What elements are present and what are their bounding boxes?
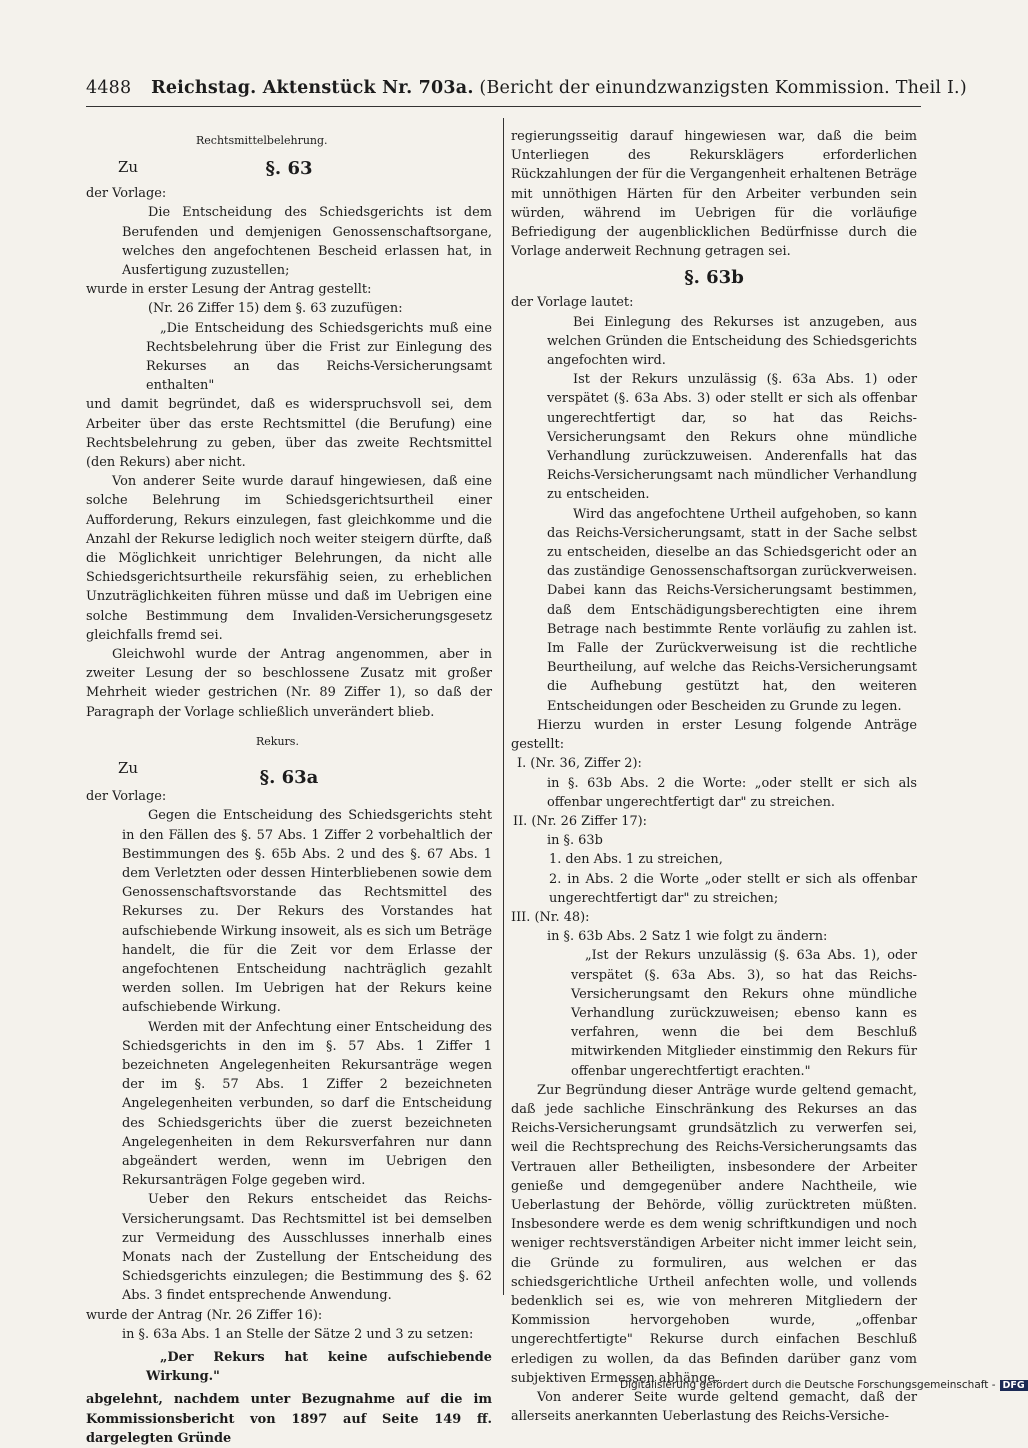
document-title: Reichstag. Aktenstück Nr. 703a. bbox=[151, 78, 474, 98]
text-line: (Nr. 26 Ziffer 15) dem §. 63 zuzufügen: bbox=[148, 301, 403, 317]
text-line: in §. 63b Abs. 2 Satz 1 wie folgt zu ändern: bbox=[547, 929, 828, 945]
quote-block: „Ist der Rekurs unzulässig (§. 63a Abs. 1), oder verspätet (§. 63a Abs. 3), so hat das Reichs-Versicherungsamt den Rekurs ohne mündliche Verhandlung zurückzuweisen; ebenso kann es verfahren, wenn die bei dem Beschluß mitwirkenden Mitglieder einstimmig den Rekurs für offenbar ungerechtfertigt erachten." bbox=[571, 948, 917, 1079]
paragraph-heading: §. 63 bbox=[265, 158, 313, 180]
text-block: Ist der Rekurs unzulässig (§. 63a Abs. 1) oder verspätet (§. 63a Abs. 3) oder stellt er sich als offenbar ungerechtfertigt dar, so hat das Reichs-Versicherungsamt den Rekurs ohne mündliche Verhandlung zurückzuweisen. Anderenfalls hat das Reichs-Versicherungsamt nach mündlicher Verhandlung zu entscheiden. bbox=[547, 372, 917, 503]
text-block: Zur Begründung dieser Anträge wurde geltend gemacht, daß jede sachliche Einschränkung des Rekurses an das Reichs-Versicherungsamt grundsätzlich zu verwerfen sei, weil die Rechtsprechung des Reichs-Versicherungsamts das Vertrauen aller Betheiligten, insbesondere der Arbeiter genieße und demgegenüber andere Nachtheile, wie Ueberlastung der Behörde, völlig zurücktreten müßten. Insbesondere werde es dem wenig schriftkundigen und noch weniger rechtsverständigen Arbeiter nicht immer leicht sein, die Gründe zu formuliren, aus welchen er das schiedsgerichtliche Urtheil anfechten wolle, und vollends bedenklich sei es, wie von mehreren Mitgliedern der Kommission hervorgehoben wurde, „offenbar ungerechtfertigte" Rekurse durch einfachen Beschluß erledigen zu wollen, da das Befinden darüber ganz vom subjektiven Ermessen abhänge. bbox=[511, 1082, 917, 1386]
motion-label: II. (Nr. 26 Ziffer 17): bbox=[513, 813, 648, 829]
digitization-credit bbox=[620, 1379, 1025, 1391]
motion-label: III. (Nr. 48): bbox=[511, 909, 590, 925]
text-block: Hierzu wurden in erster Lesung folgende Anträge gestellt: bbox=[511, 717, 917, 753]
text-line: der Vorlage: bbox=[86, 186, 167, 202]
text-block: Bei Einlegung des Rekurses ist anzugeben, aus welchen Gründen die Entscheidung des Schiedsgerichts angefochten wird. bbox=[547, 314, 917, 369]
right-column bbox=[511, 127, 917, 1426]
list-item: 1. den Abs. 1 zu streichen, bbox=[549, 852, 723, 868]
text-block: Werden mit der Anfechtung einer Entscheidung des Schiedsgerichts in den im §. 57 Abs. 1 Ziffer 1 bezeichneten Angelegenheiten Rekursanträge wegen der im §. 57 Abs. 1 Ziffer 2 bezeichneten Angelegenheiten verbunden, so darf die Entscheidung des Schiedsgerichts über die zuerst bezeichneten Angelegenheiten in dem Rekursverfahren nur dann abgeändert werden, wenn im Uebrigen den Rekursanträgen Folge gegeben wird. bbox=[122, 1019, 492, 1189]
text-line: der Vorlage: bbox=[86, 789, 167, 805]
column-divider bbox=[503, 118, 504, 1295]
text-block: Ueber den Rekurs entscheidet das Reichs-Versicherungsamt. Das Rechtsmittel ist bei demselben zur Vermeidung des Ausschlusses innerhalb eines Monats nach der Zustellung der Entscheidung des Schiedsgerichts einzulegen; die Bestimmung des §. 62 Abs. 3 findet entsprechende Anwendung. bbox=[122, 1192, 492, 1304]
text-line: in §. 63b bbox=[547, 833, 603, 849]
header-rule bbox=[86, 106, 921, 107]
document-subtitle: (Bericht der einundzwanzigsten Kommission. Theil I.) bbox=[479, 78, 967, 98]
zu-label: Zu bbox=[118, 759, 139, 778]
text-block: Die Entscheidung des Schiedsgerichts ist dem Berufenden und demjenigen Genossenschaftsorgane, welches den angefochtenen Bescheid erlassen hat, in Ausfertigung zuzustellen; bbox=[122, 205, 492, 279]
text-line: in §. 63a Abs. 1 an Stelle der Sätze 2 und 3 zu setzen: bbox=[122, 1326, 474, 1342]
text-block: regierungsseitig darauf hingewiesen war, daß die beim Unterliegen des Rekursklägers erforderlichen Rückzahlungen der für die Vergangenheit erhaltenen Beträge mit unnöthigen Härten für den Arbeiter verbunden sein würden, während im Uebrigen für die vorläufige Befriedigung der augenblicklichen Bedürfnisse durch die Vorlage anderweit Rechnung getragen sei. bbox=[511, 129, 917, 260]
text-line: wurde in erster Lesung der Antrag gestellt: bbox=[86, 282, 372, 298]
text-line: der Vorlage lautet: bbox=[511, 295, 634, 311]
text-block: Wird das angefochtene Urtheil aufgehoben, so kann das Reichs-Versicherungsamt, statt in der Sache selbst zu entscheiden, dieselbe an das Schiedsgericht oder an das zuständige Genossenschaftsorgan zurückverweisen. Dabei kann das Reichs-Versicherungsamt bestimmen, daß dem Entschädigungsberechtigten eine ihrem Betrage nach bestimmte Rente vorläufig zu zahlen ist. Im Falle der Zurückverweisung ist die rechtliche Beurtheilung, auf welche das Reichs-Versicherungsamt die Aufhebung gestützt hat, den weiteren Entscheidungen oder Bescheiden zu Grunde zu legen. bbox=[547, 506, 917, 714]
page-number: 4488 bbox=[86, 78, 132, 98]
section-heading: Rekurs. bbox=[256, 734, 299, 748]
section-heading: Rechtsmittelbelehrung. bbox=[196, 134, 328, 147]
text-block: Von anderer Seite wurde darauf hingewiesen, daß eine solche Belehrung im Schiedsgerichtsurtheil einer Aufforderung, Rekurs einzulegen, fast gleichkomme und die Anzahl der Rekurse lediglich noch weiter steigern dürfte, daß die Möglichkeit unrichtiger Belehrungen, da nicht alle Schiedsgerichtsurtheile rekursfähig seien, zu erheblichen Unzuträglichkeiten führen müsse und daß im Uebrigen eine solche Bestimmung dem Invaliden-Versicherungsgesetz gleichfalls fremd sei. bbox=[86, 474, 492, 643]
paragraph-heading: §. 63b bbox=[684, 267, 744, 289]
paragraph-heading: §. 63a bbox=[259, 767, 319, 789]
text-line: wurde der Antrag (Nr. 26 Ziffer 16): bbox=[86, 1307, 323, 1323]
zu-label: Zu bbox=[118, 158, 139, 177]
quote-line: „Der Rekurs hat keine aufschiebende Wirkung." bbox=[146, 1349, 492, 1385]
credit-text: Digitalisierung gefördert durch die Deutsche Forschungsgemeinschaft - bbox=[620, 1379, 996, 1391]
text-block: Von anderer Seite wurde geltend gemacht, daß der allerseits anerkannten Ueberlastung des Reichs-Versiche- bbox=[511, 1390, 917, 1425]
motion-label: I. (Nr. 36, Ziffer 2): bbox=[517, 756, 642, 772]
list-item: 2. in Abs. 2 die Worte „oder stellt er sich als offenbar ungerechtfertigt dar" zu streichen; bbox=[549, 871, 917, 906]
text-block: Gleichwohl wurde der Antrag angenommen, aber in zweiter Lesung der so beschlossene Zusatz mit großer Mehrheit wieder gestrichen (Nr. 89 Ziffer 1), so daß der Paragraph der Vorlage schließlich unverändert blieb. bbox=[86, 647, 492, 720]
left-column bbox=[86, 127, 492, 1448]
text-block: abgelehnt, nachdem unter Bezugnahme auf die im Kommissionsbericht von 1897 auf Seite 149 ff. dargelegten Gründe bbox=[86, 1392, 492, 1446]
dfg-logo: DFG bbox=[1000, 1380, 1028, 1391]
text-block: Gegen die Entscheidung des Schiedsgerichts steht in den Fällen des §. 57 Abs. 1 Ziffer 2 vorbehaltlich der Bestimmungen des §. 65b Abs. 2 und des §. 67 Abs. 1 dem Verletzten oder dessen Hinterbliebenen sowie dem Genossenschaftsvorstande das Rechtsmittel des Rekurses zu. Der Rekurs des Vorstandes hat aufschiebende Wirkung insoweit, als es sich um Beträge handelt, die für die Zeit vor dem Erlasse der angefochtenen Entscheidung nachträglich gezahlt werden sollen. Im Uebrigen hat der Rekurs keine aufschiebende Wirkung. bbox=[122, 808, 492, 1016]
text-block: und damit begründet, daß es widerspruchsvoll sei, dem Arbeiter über das erste Rechtsmittel (die Berufung) eine Rechtsbelehrung zu geben, über das zweite Rechtsmittel (den Rekurs) aber nicht. bbox=[86, 397, 492, 471]
text-block: in §. 63b Abs. 2 die Worte: „oder stellt er sich als offenbar ungerechtfertigt dar" zu streichen. bbox=[547, 775, 917, 810]
quote-block: „Die Entscheidung des Schiedsgerichts muß eine Rechtsbelehrung über die Frist zur Einlegung des Rekurses an das Reichs-Versicherungsamt enthalten" bbox=[146, 320, 492, 394]
page-header bbox=[86, 78, 967, 98]
